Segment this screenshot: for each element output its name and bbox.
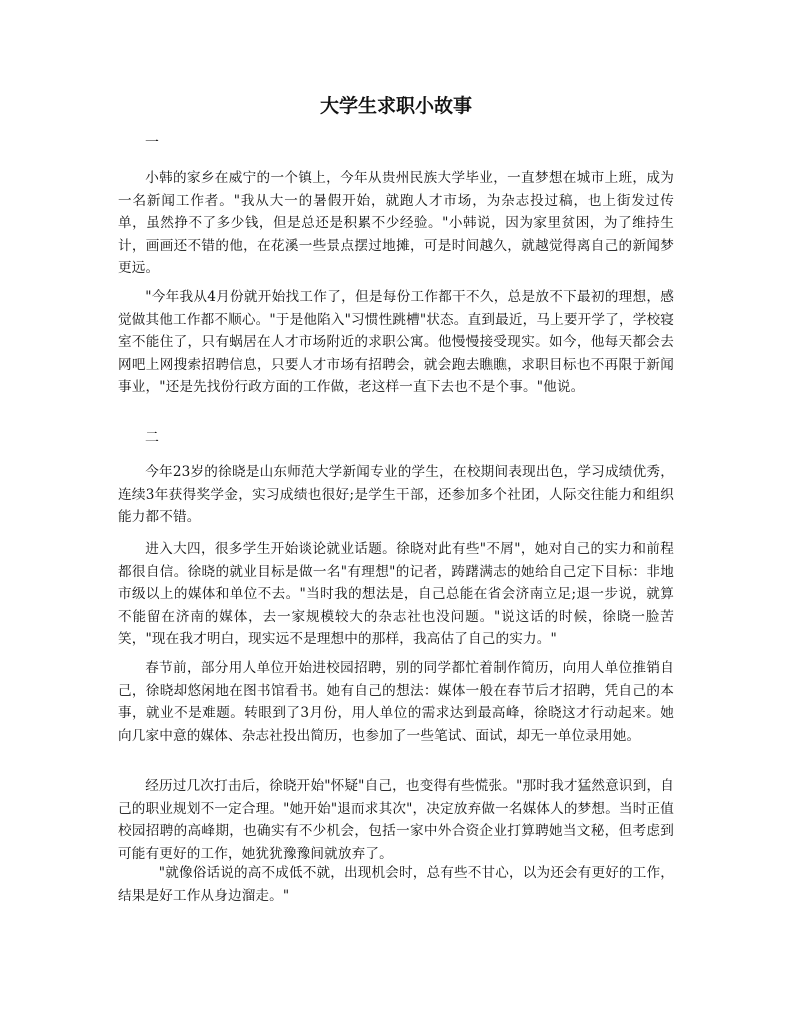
paragraph-5: 春节前，部分用人单位开始进校园招聘，别的同学都忙着制作简历，向用人单位推销自己，徐晓却悠闲地在图书馆看书。她有自己的想法：媒体一般在春节后才招聘，凭自己的本事，就业不是难题。转眼到了3月份，用人单位的需求达到最高峰，徐晓这才行动起来。她向几家中意的媒体、杂志社投出简历，也参加了一些笔试、面试，却无一单位录用她。 (118, 660, 674, 744)
section-heading-1: 一 (145, 135, 159, 151)
paragraph-3: 今年23岁的徐晓是山东师范大学新闻专业的学生，在校期间表现出色，学习成绩优秀，连续3年获得奖学金，实习成绩也很好;是学生干部，还参加多个社团，人际交往能力和组织能力都不错。 (118, 464, 674, 525)
page-title: 大学生求职小故事 (319, 95, 472, 117)
paragraph-7: "就像俗话说的高不成低不就，出现机会时，总有些不甘心，以为还会有更好的工作，结果是好工作从身边溜走。" (118, 865, 674, 904)
paragraph-2: "今年我从4月份就开始找工作了，但是每份工作都干不久，总是放不下最初的理想，感觉做其他工作都不顺心。"于是他陷入"习惯性跳槽"状态。直到最近，马上要开学了，学校寝室不能住了，只有蜗居在人才市场附近的求职公寓。他慢慢接受现实。如今，他每天都会去网吧上网搜索招聘信息，只要人才市场有招聘会，就会跑去瞧瞧，求职目标也不再限于新闻事业，"还是先找份行政方面的工作做，老这样一直下去也不是个事。"他说。 (118, 289, 674, 395)
paragraph-6: 经历过几次打击后，徐晓开始"怀疑"自己，也变得有些慌张。"那时我才猛然意识到，自己的职业规划不一定合理。"她开始"退而求其次"，决定放弃做一名媒体人的梦想。当时正值校园招聘的高峰期，也确实有不少机会，包括一家中外合资企业打算聘她当文秘，但考虑到可能有更好的工作，她犹犹豫豫间就放弃了。 (118, 778, 674, 862)
paragraph-1: 小韩的家乡在威宁的一个镇上，今年从贵州民族大学毕业，一直梦想在城市上班，成为一名新闻工作者。"我从大一的暑假开始，就跑人才市场，为杂志投过稿，也上街发过传单，虽然挣不了多少钱，但是总还是积累不少经验。"小韩说，因为家里贫困，为了维持生计，画画还不错的他，在花溪一些景点摆过地摊，可是时间越久，就越觉得离自己的新闻梦更远。 (118, 170, 674, 276)
paragraph-4: 进入大四，很多学生开始谈论就业话题。徐晓对此有些"不屑"，她对自己的实力和前程都很自信。徐晓的就业目标是做一名"有理想"的记者，踌躇满志的她给自己定下目标：非地市级以上的媒体和单位不去。"当时我的想法是，自己总能在省会济南立足;退一步说，就算不能留在济南的媒体，去一家规模较大的杂志社也没问题。"说这话的时候，徐晓一脸苦笑，"现在我才明白，现实远不是理想中的那样，我高估了自己的实力。" (118, 541, 674, 647)
section-heading-2: 二 (145, 430, 159, 446)
